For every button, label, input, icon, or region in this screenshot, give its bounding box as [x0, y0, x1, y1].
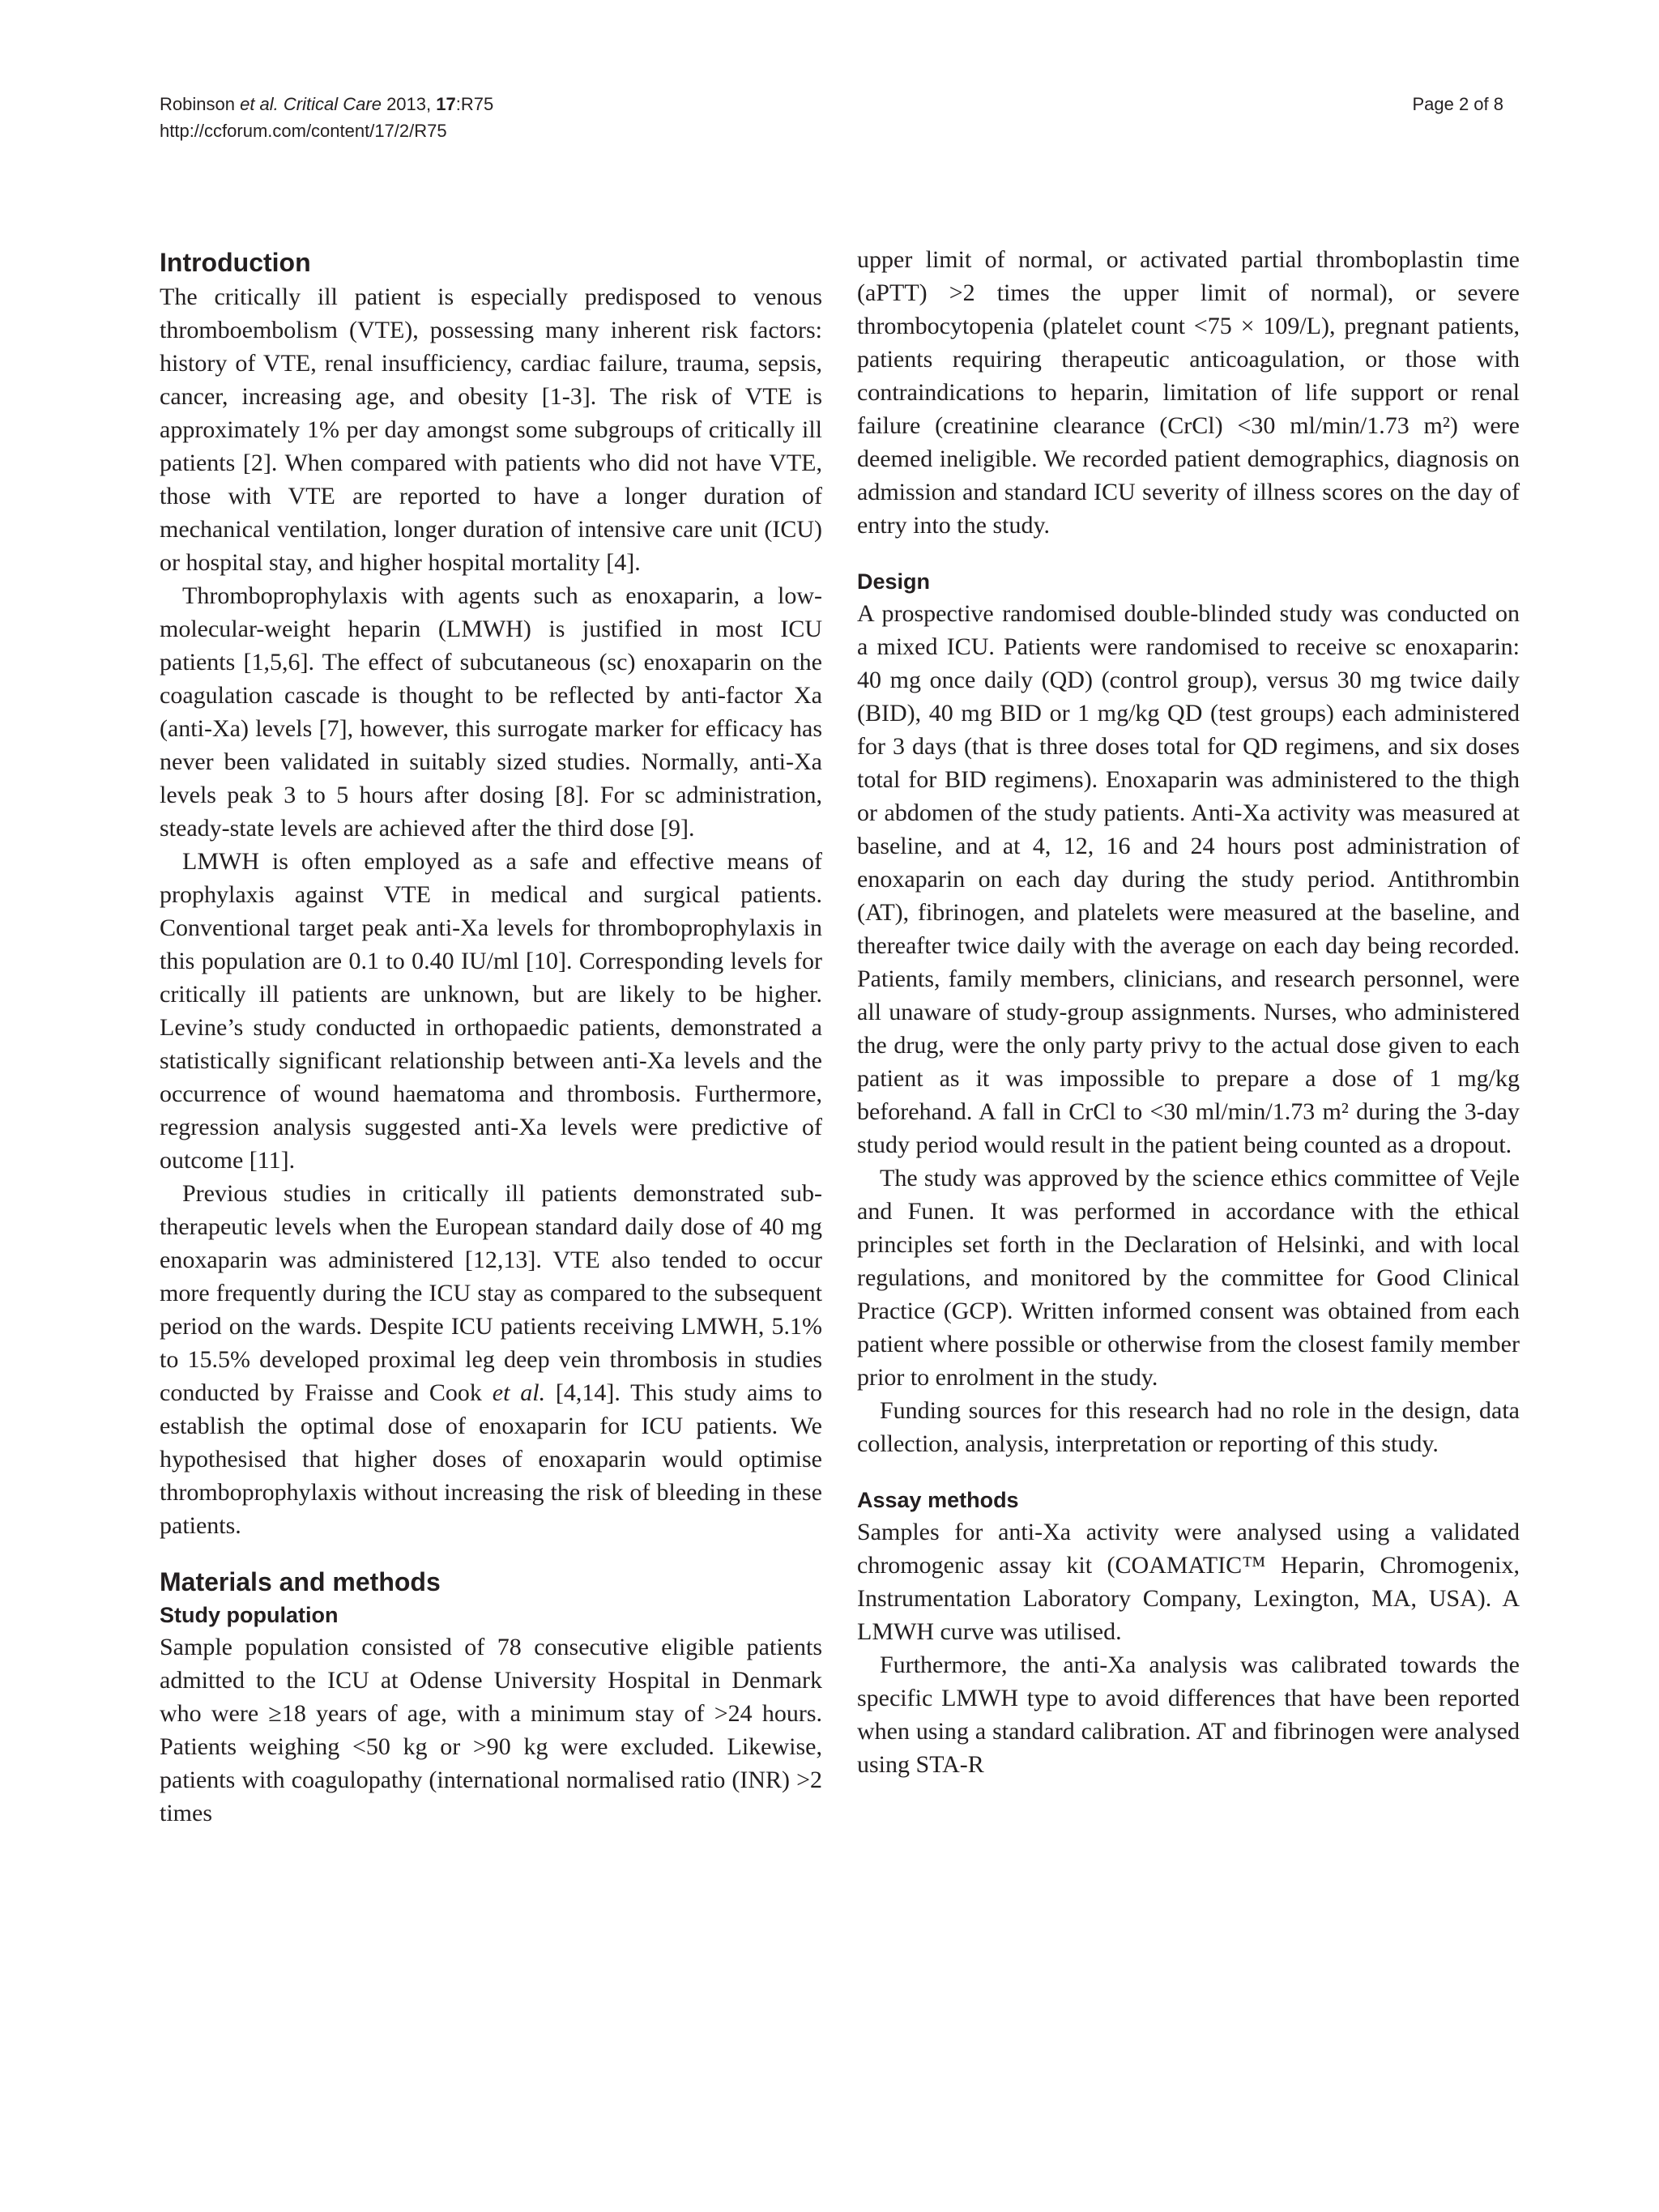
citation-line [160, 91, 493, 117]
section-spacer [857, 1460, 1520, 1485]
intro-paragraph-1: The critically ill patient is especially predisposed to venous thromboembolism (VTE), possessing many inherent risk factors: history of VTE, renal insufficiency, cardiac failure, trauma, sepsis, cancer, increasing age, and obesity [1-3]. The risk of VTE is approximately 1% per day amongst some subgroups of critically ill patients [2]. When compared with patients who did not have VTE, those with VTE are reported to have a longer duration of mechanical ventilation, longer duration of intensive care unit (ICU) or hospital stay, and higher hospital mortality [4]. [160, 283, 822, 576]
section-spacer [160, 1542, 822, 1564]
page-number: Page 2 of 8 [1412, 94, 1503, 114]
design-paragraph-2: The study was approved by the science ethics committee of Vejle and Funen. It was performed in accordance with the ethical principles set forth in the Declaration of Helsinki, and with local regulations, and monitored by the committee for Good Clinical Practice (GCP). Written informed consent was obtained from each patient where possible or otherwise from the closest family member prior to enrolment in the study. [857, 1165, 1520, 1391]
left-column [160, 245, 822, 1830]
introduction-heading: Introduction [160, 248, 311, 277]
intro-p4-etal: et al. [492, 1379, 546, 1406]
header-journal: Critical Care [283, 94, 382, 114]
header-etal: et al. [240, 94, 279, 114]
intro-paragraph-4 [160, 1177, 822, 1542]
design-heading: Design [857, 569, 931, 594]
intro-paragraph-3: LMWH is often employed as a safe and effective means of prophylaxis against VTE in medical and surgical patients. Conventional target peak anti-Xa levels for thromboprophylaxis in this population are 0.1 to 0.40 IU/ml [10]. Corresponding levels for critically ill patients are unknown, but are likely to be higher. Levine’s study conducted in orthopaedic patients, demonstrated a statistically significant relationship between anti-Xa levels and the occurrence of wound haematoma and thrombosis. Furthermore, regression analysis suggested anti-Xa levels were predictive of outcome [11]. [160, 848, 822, 1174]
intro-paragraph-2: Thromboprophylaxis with agents such as enoxaparin, a low- molecular-weight heparin (LMWH) is justified in most ICU patients [1,5,6]. The effect of subcutaneous (sc) enoxaparin on the coagulation cascade is thought to be reflected by anti-factor Xa (anti-Xa) levels [7], however, this surrogate marker for efficacy has never been validated in suitably sized studies. Normally, anti-Xa levels peak 3 to 5 hours after dosing [8]. For sc administration, steady-state levels are achieved after the third dose [9]. [160, 582, 822, 842]
study-population-heading: Study population [160, 1603, 339, 1627]
section-spacer [857, 542, 1520, 566]
running-header [160, 91, 493, 144]
design-paragraph-3: Funding sources for this research had no role in the design, data collection, analysis, interpretation or reporting of this study. [857, 1397, 1520, 1457]
header-url[interactable]: http://ccforum.com/content/17/2/R75 [160, 121, 447, 141]
assay-methods-heading: Assay methods [857, 1488, 1019, 1512]
intro-p4-part-a: Previous studies in critically ill patients demonstrated sub-therapeutic levels when the European standard daily dose of 40 mg enoxaparin was administered [12,13]. VTE also tended to occur more frequently during the ICU stay as compared to the subsequent period on the wards. Despite ICU patients receiving LMWH, 5.1% to 15.5% developed proximal leg deep vein thrombosis in studies conducted by Fraisse and Cook [160, 1180, 822, 1406]
right-column [857, 243, 1520, 1781]
methods-heading: Materials and methods [160, 1567, 441, 1596]
header-volume: 17 [436, 94, 456, 114]
eligibility-paragraph: upper limit of normal, or activated partial thromboplastin time (aPTT) >2 times the upper limit of normal), or severe thrombocytopenia (platelet count <75 × 109/L), pregnant patients, patients requiring therapeutic anticoagulation, or those with contraindications to heparin, limitation of life support or renal failure (creatinine clearance (CrCl) <30 ml/min/1.73 m²) were deemed ineligible. We recorded patient demographics, diagnosis on admission and standard ICU severity of illness scores on the day of entry into the study. [857, 246, 1520, 539]
header-year: 2013, [386, 94, 432, 114]
header-article: :R75 [455, 94, 494, 114]
design-paragraph-1: A prospective randomised double-blinded study was conducted on a mixed ICU. Patients were randomised to receive sc enoxaparin: 40 mg once daily (QD) (control group), versus 30 mg twice daily (BID), 40 mg BID or 1 mg/kg QD (test groups) each administered for 3 days (that is three doses total for QD regimens, and six doses total for BID regimens). Enoxaparin was administered to the thigh or abdomen of the study patients. Anti-Xa activity was measured at baseline, and at 4, 12, 16 and 24 hours post administration of enoxaparin on each day during the study period. Antithrombin (AT), fibrinogen, and platelets were measured at the baseline, and thereafter twice daily with the average on each day being recorded. Patients, family members, clinicians, and research personnel, were all unaware of study-group assignments. Nurses, who administered the drug, were the only party privy to the actual dose given to each patient as it was impossible to prepare a dose of 1 mg/kg beforehand. A fall in CrCl to <30 ml/min/1.73 m² during the 3-day study period would result in the patient being counted as a dropout. [857, 600, 1520, 1158]
assay-paragraph-2: Furthermore, the anti-Xa analysis was calibrated towards the specific LMWH type to avoid differences that have been reported when using a standard calibration. AT and fibrinogen were analysed using STA-R [857, 1652, 1520, 1778]
intro-p4-part-b: [4,14]. This study aims to establish the optimal dose of enoxaparin for ICU patients. We hypothesised that higher doses of enoxaparin would optimise thromboprophylaxis without increasing the risk of bleeding in these patients. [160, 1379, 822, 1539]
header-author: Robinson [160, 94, 235, 114]
study-population-paragraph: Sample population consisted of 78 consecutive eligible patients admitted to the ICU at Odense University Hospital in Denmark who were ≥18 years of age, with a minimum stay of >24 hours. Patients weighing <50 kg or >90 kg were excluded. Likewise, patients with coagulopathy (international normalised ratio (INR) >2 times [160, 1634, 822, 1826]
assay-paragraph-1: Samples for anti-Xa activity were analysed using a validated chromogenic assay kit (COAMATIC™ Heparin, Chromogenix, Instrumentation Laboratory Company, Lexington, MA, USA). A LMWH curve was utilised. [857, 1519, 1520, 1645]
